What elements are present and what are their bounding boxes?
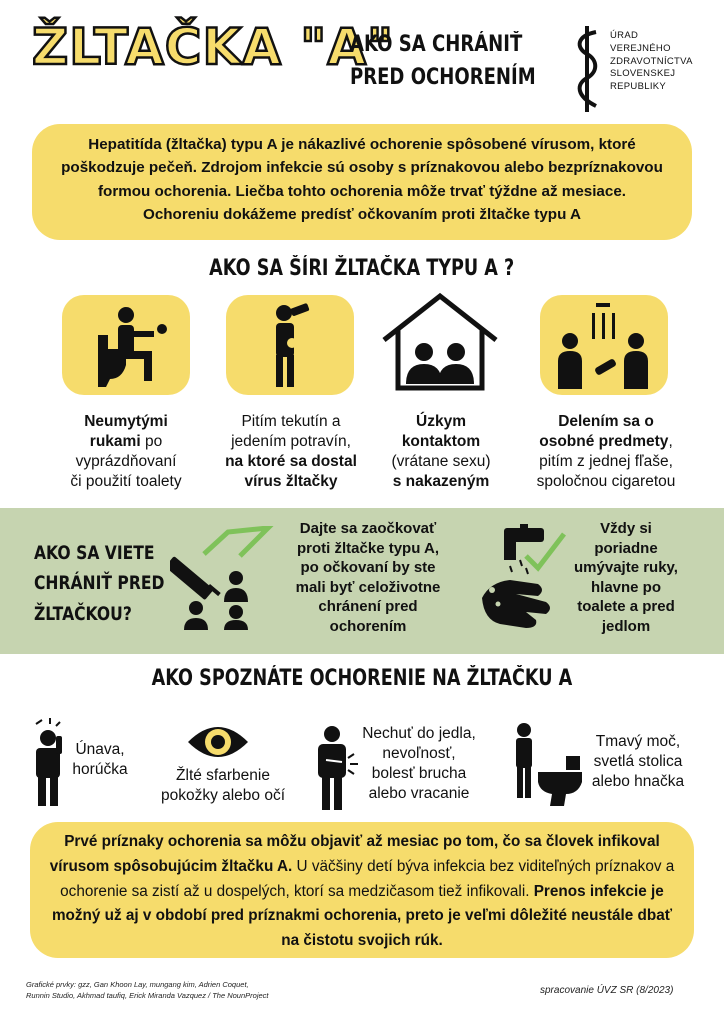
toilet-person-tile [62,295,190,395]
spread-text-contact: Úzkym kontaktom (vrátane sexu) s nakazeným [391,413,491,491]
onset-info-box: Prvé príznaky ochorenia sa môžu objaviť až mesiac po tom, čo sa človek infikoval vírusom spôsobujúcim žltačku A. U väčšiny detí býva infekcia bez viditeľných príznakov a ochorenie sa zistí až u dospelých, ktorí sa medzičasom tiež infikovali. Prenos infekcie je možný už aj v období pred príznakmi ochorenia, preto je veľmi dôležité neustále dbať na čistotu svojich rúk. [30,822,694,958]
graphics-credits: Grafické prvky: gzz, Gan Khoon Lay, mungang kim, Adrien Coquet, Runnin Studio, Akhmad taufiq, Erick Miranda Vazquez / The NounProject [26,980,269,1000]
skin-text: Žlté sfarbenie pokožky alebo očí [160,767,286,805]
made-by-note: spracovanie ÚVZ SR (8/2023) [540,985,674,996]
shared-items-tile [540,295,668,395]
vaccination-text: Dajte sa zaočkovať proti žltačke typu A, po očkovaní by ste mali byť celoživotne chránení pred ochorením [295,520,441,635]
yellow-eye-icon [186,720,250,764]
fatigue-text: Únava, horúčka [72,741,128,779]
poster-subtitle: AKO SA CHRÁNIŤ PRED OCHORENÍM [350,32,536,90]
poster-title: ŽLTAČKA "A" [32,18,395,76]
toilet-bathroom-icon [512,720,586,810]
caduceus-logo-icon [570,26,604,112]
spread-text-food: Pitím tekutín a jedením potravín, na ktoré sa dostal vírus žltačky [225,413,357,491]
spread-text-hands: Neumytými rukami po vyprázdňovaní či použití toalety [70,413,182,491]
protection-heading: AKO SA VIETE CHRÁNIŤ PRED ŽLTAČKOU? [34,542,165,625]
drinking-person-tile [226,295,354,395]
spread-heading: AKO SA ŠÍRI ŽLTAČKA TYPU A ? [209,256,515,281]
house-contact-icon [376,290,504,401]
toilet-person-icon [62,295,190,395]
nausea-text: Nechuť do jedla, nevoľnosť, bolesť brucha alebo vracanie [362,725,476,803]
org-name: ÚRAD VEREJNÉHO ZDRAVOTNÍCTVA SLOVENSKEJ REPUBLIKY [610,30,693,93]
intro-box: Hepatitída (žltačka) typu A je nákazlivé ochorenie spôsobené vírusom, ktoré poškodzuje pečeň. Zdrojom infekcie sú osoby s príznakovou alebo bezpríznakovou formou ochorenia. Liečba tohto ochorenia môže trvať týždne až mesiace. Ochoreniu dokážeme predísť očkovaním proti žltačke typu A [32,124,692,240]
spread-text-sharing: Delením sa o osobné predmety, pitím z jednej fľaše, spoločnou cigaretou [536,413,676,491]
handwashing-text: Vždy si poriadne umývajte ruky, hlavne po toalete a pred jedlom [574,520,678,635]
handwashing-icon [476,520,566,632]
urine-text: Tmavý moč, svetlá stolica alebo hnačka [591,733,685,791]
shared-items-icon [540,295,668,395]
symptoms-heading: AKO SPOZNÁTE OCHORENIE NA ŽLTAČKU A [151,666,573,691]
drinking-person-icon [226,295,354,395]
